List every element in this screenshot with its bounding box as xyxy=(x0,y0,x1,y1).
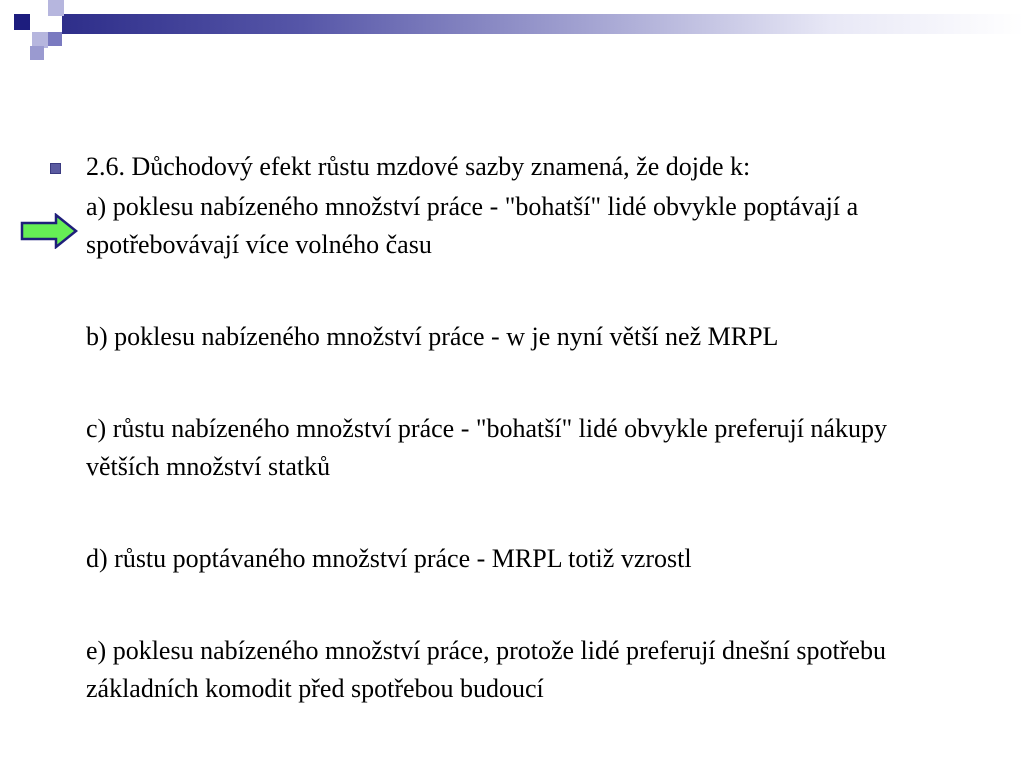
option-d: d) růstu poptávaného množství práce - MRPL totiž vzrostl xyxy=(86,544,692,573)
header-square-decoration xyxy=(48,32,62,46)
option-a: a) poklesu nabízeného množství práce - "bohatší" lidé obvykle poptávají a spotřebovávají více volného času xyxy=(86,192,859,259)
option-b: b) poklesu nabízeného množství práce - w je nyní větší než MRPL xyxy=(86,322,779,351)
slide-content xyxy=(86,148,986,708)
option-c: c) růstu nabízeného množství práce - "bohatší" lidé obvykle preferují nákupy větších množství statků xyxy=(86,414,887,481)
square-bullet-icon xyxy=(50,163,61,174)
question-line xyxy=(86,148,986,186)
question-text: 2.6. Důchodový efekt růstu mzdové sazby znamená, že dojde k: xyxy=(86,152,751,181)
header-square-decoration xyxy=(14,14,30,30)
header-square-decoration xyxy=(48,0,64,16)
option-e: e) poklesu nabízeného množství práce, protože lidé preferují dnešní spotřebu základních komodit před spotřebou budoucí xyxy=(86,636,886,703)
right-arrow-icon xyxy=(20,213,78,249)
header-square-decoration xyxy=(30,46,44,60)
header-gradient-bar xyxy=(62,14,1024,34)
